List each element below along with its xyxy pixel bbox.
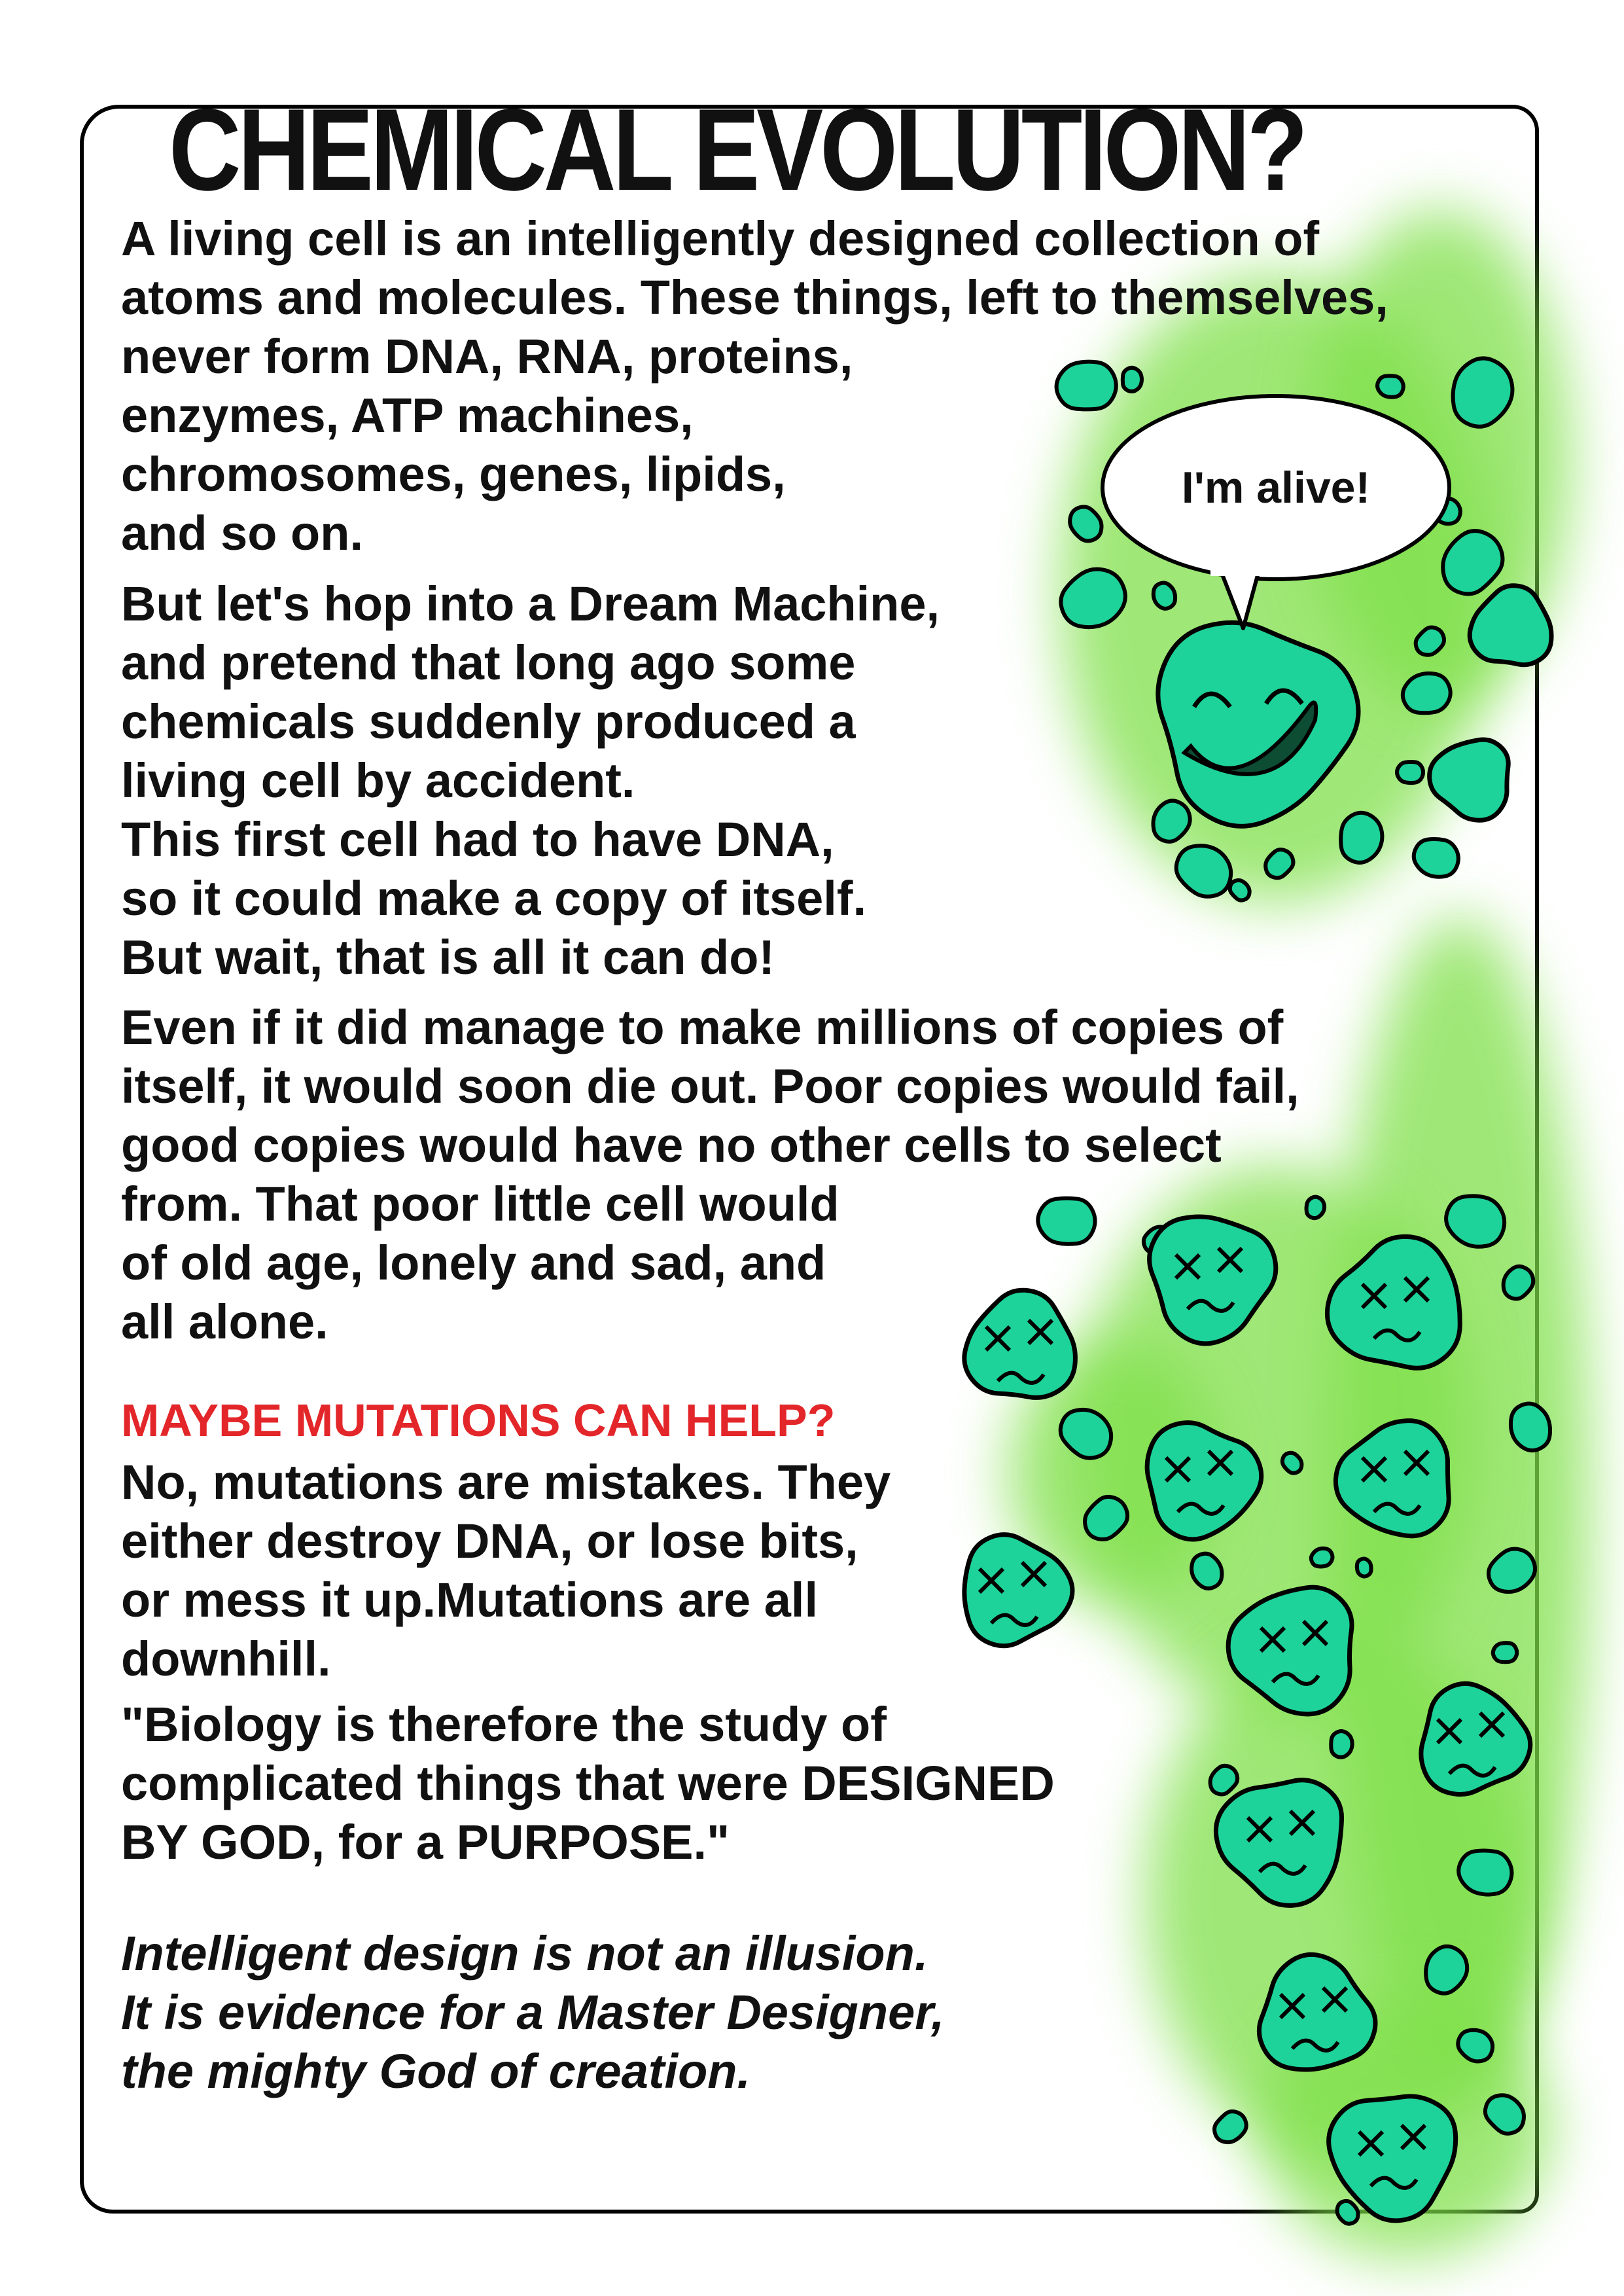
mutations-paragraph: No, mutations are mistakes. They either destroy DNA, or lose bits, or mess it up.Mutations are all downhill. [121,1455,891,1686]
cell-blob [1414,839,1458,877]
cell-blob [1458,1851,1511,1895]
cell-blob [1282,1453,1302,1473]
intro-paragraph: A living cell is an intelligently designed collection of atoms and molecules. These things, left to themselves, never form DNA, RNA, proteins, enzymes, ATP machines, chromosomes, genes, lipids, and so on. [121,211,1388,560]
cell-blob [1357,1559,1371,1577]
cell-blob [1511,1403,1550,1450]
cell-blob [1154,583,1175,609]
cell-blob [1430,740,1509,820]
cell-blob [1337,2201,1358,2224]
cell-blob [1307,1197,1325,1219]
biology-quote: "Biology is therefore the study of complicated things that were DESIGNED BY GOD, for a PURPOSE." [121,1697,1055,1869]
cell-blob [1397,762,1423,783]
speech-bubble-text: I'm alive! [1181,463,1371,512]
cell-blob [1403,673,1451,713]
cell-blob [1341,813,1382,863]
cell-blob [1214,2111,1246,2142]
dream-machine-paragraph: But let's hop into a Dream Machine, and pretend that long ago some chemicals suddenly produced a living cell by accident. This first cell had to have DNA, so it could make a copy of itself. But wait, that is all it can do! [121,577,940,984]
cell-blob [1493,1643,1517,1662]
mutations-heading: MAYBE MUTATIONS CAN HELP? [121,1395,836,1446]
page-title: CHEMICAL EVOLUTION? [169,84,1305,215]
copies-paragraph: Even if it did manage to make millions of copies of itself, it would soon die out. Poor copies would fail, good copies would have no other cells to select from. That poor little cell would of old age, lonely and sad, and all alone. [121,1000,1299,1349]
cell-blob [1458,2030,1492,2062]
cell-blob [1331,1731,1352,1757]
cell-blob [1311,1549,1333,1567]
cell-blob [1230,880,1250,901]
closing-statement: Intelligent design is not an illusion. It is evidence for a Master Designer, the mighty God of creation. [121,1926,945,2098]
cell-blob [1176,846,1231,897]
cell-blob [1192,1554,1222,1588]
